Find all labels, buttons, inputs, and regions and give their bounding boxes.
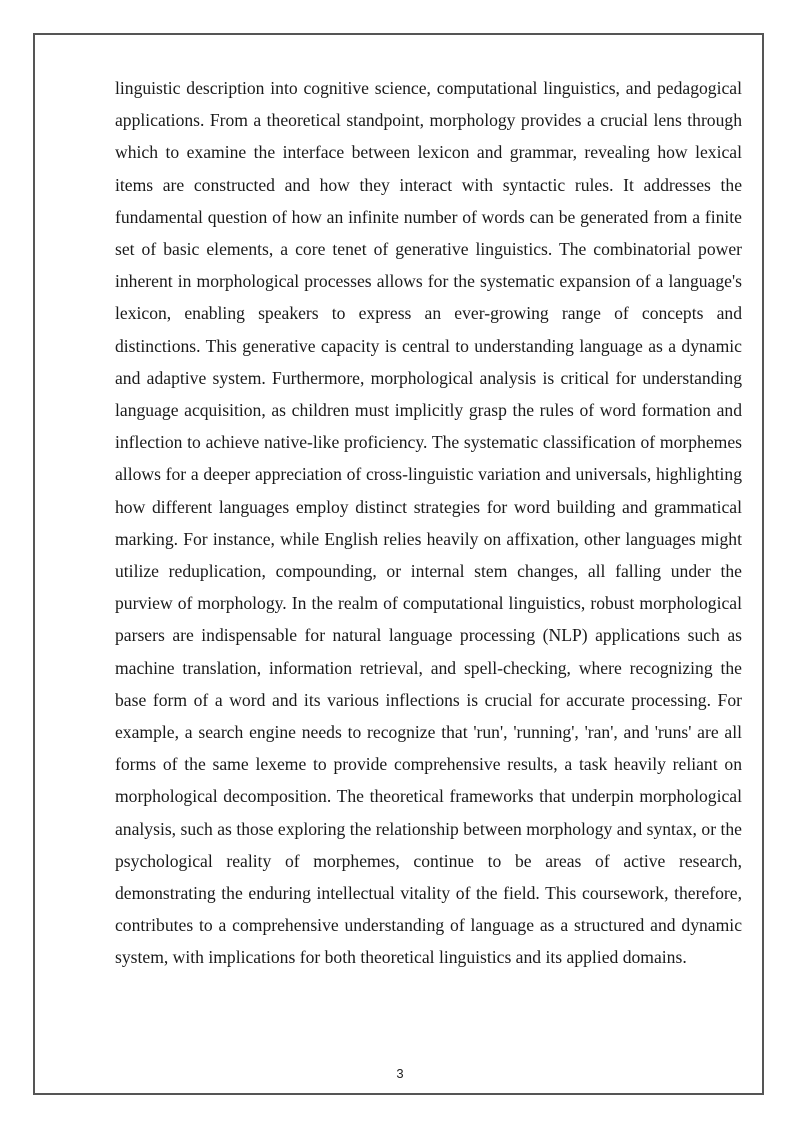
body-paragraph: linguistic description into cognitive science, computational linguistics, and pedagogical applications. From a theoretical standpoint, morphology provides a crucial lens through which to examine the interface between lexicon and grammar, revealing how lexical items are constructed and how they interact with syntactic rules. It addresses the fundamental question of how an infinite number of words can be generated from a finite set of basic elements, a core tenet of generative linguistics. The combinatorial power inherent in morphological processes allows for the systematic expansion of a language's lexicon, enabling speakers to express an ever-growing range of concepts and distinctions. This generative capacity is central to understanding language as a dynamic and adaptive system. Furthermore, morphological analysis is critical for understanding language acquisition, as children must implicitly grasp the rules of word formation and inflection to achieve native-like proficiency. The systematic classification of morphemes allows for a deeper appreciation of cross-linguistic variation and universals, highlighting how different languages employ distinct strategies for word building and grammatical marking. For instance, while English relies heavily on affixation, other languages might utilize reduplication, compounding, or internal stem changes, all falling under the purview of morphology. In the realm of computational linguistics, robust morphological parsers are indispensable for natural language processing (NLP) applications such as machine translation, information retrieval, and spell-checking, where recognizing the base form of a word and its various inflections is crucial for accurate processing. For example, a search engine needs to recognize that 'run', 'running', 'ran', and 'runs' are all forms of the same lexeme to provide comprehensive results, a task heavily reliant on morphological decomposition. The theoretical frameworks that underpin morphological analysis, such as those exploring the relationship between morphology and syntax, or the psychological reality of morphemes, continue to be areas of active research, demonstrating the enduring intellectual vitality of the field. This coursework, therefore, contributes to a comprehensive understanding of language as a structured and dynamic system, with implications for both theoretical linguistics and its applied domains. — [115, 78, 742, 968]
page-number: 3 — [396, 1066, 404, 1081]
